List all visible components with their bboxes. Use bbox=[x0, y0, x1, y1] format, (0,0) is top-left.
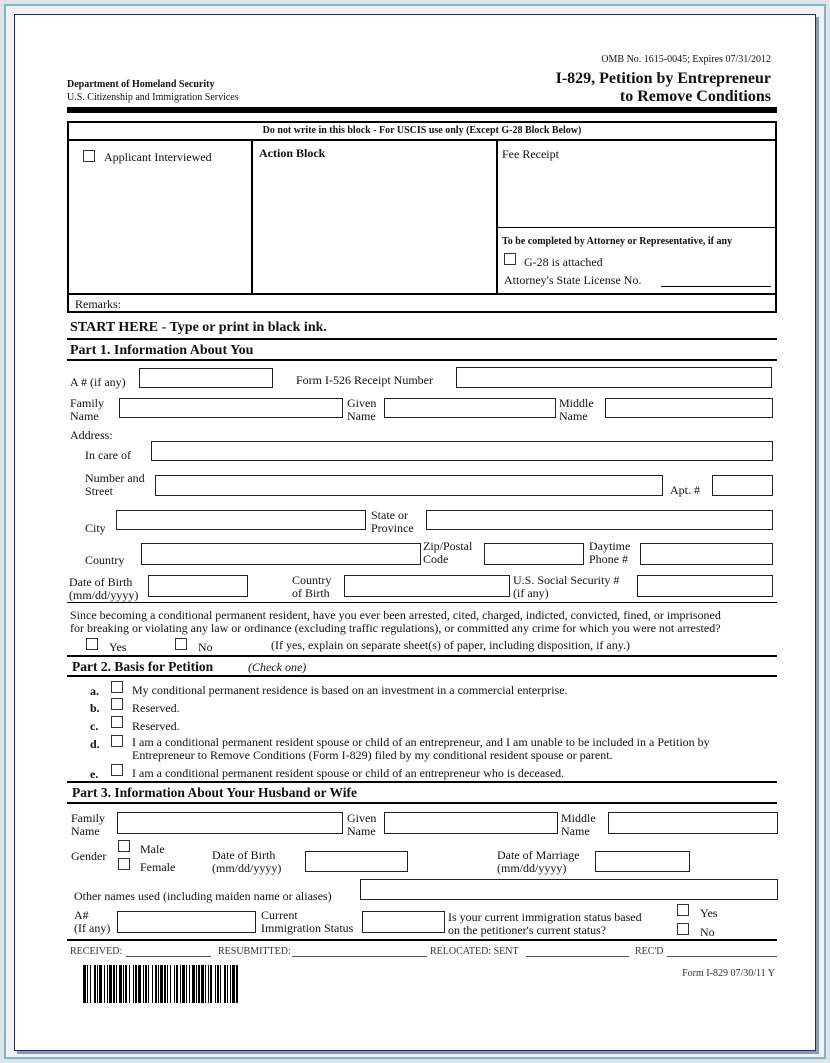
barcode-bar bbox=[143, 965, 144, 1003]
receipt-number-label: Form I-526 Receipt Number bbox=[296, 373, 433, 387]
arrest-no-checkbox[interactable] bbox=[175, 638, 187, 650]
apt-label: Apt. # bbox=[670, 483, 700, 497]
marriage-date-label-2: (mm/dd/yyyy) bbox=[497, 861, 567, 875]
barcode-bar bbox=[113, 965, 115, 1003]
barcode-bar bbox=[164, 965, 166, 1003]
barcode-bar bbox=[224, 965, 226, 1003]
zip-label-2: Code bbox=[423, 552, 449, 566]
attorney-heading: To be completed by Attorney or Representative, if any bbox=[502, 236, 733, 247]
applicant-interviewed-label: Applicant Interviewed bbox=[104, 150, 212, 164]
barcode-bar bbox=[230, 965, 231, 1003]
ssn-input[interactable] bbox=[637, 575, 773, 597]
basis-option-b-checkbox[interactable] bbox=[111, 698, 123, 710]
address-label: Address: bbox=[70, 428, 113, 442]
other-names-input[interactable] bbox=[360, 879, 778, 900]
barcode-bar bbox=[167, 965, 168, 1003]
basis-option-c-text: Reserved. bbox=[132, 719, 180, 733]
barcode-bar bbox=[160, 965, 163, 1003]
street-label-2: Street bbox=[85, 484, 113, 498]
arrest-question-line2: for breaking or violating any law or ordinance (excluding traffic regulations), or committed any crime for which you were not arrested? bbox=[70, 621, 721, 635]
arrest-yes-label: Yes bbox=[109, 640, 127, 654]
barcode-bar bbox=[236, 965, 238, 1003]
barcode-bar bbox=[189, 965, 190, 1003]
uscis-use-block bbox=[67, 121, 777, 313]
spouse-family-name-input[interactable] bbox=[117, 812, 343, 834]
barcode-bar bbox=[201, 965, 204, 1003]
basis-option-a-checkbox[interactable] bbox=[111, 681, 123, 693]
part2-heading: Part 2. Basis for Petition bbox=[72, 659, 214, 674]
in-care-of-label: In care of bbox=[85, 448, 131, 462]
basis-option-d-text: I am a conditional permanent resident spouse or child of an entrepreneur, and I am unable to be included in a Petition by bbox=[132, 735, 710, 749]
spouse-a-number-input[interactable] bbox=[117, 911, 256, 933]
country-of-birth-input[interactable] bbox=[344, 575, 510, 597]
start-here: START HERE - Type or print in black ink. bbox=[70, 320, 327, 335]
barcode-bar bbox=[133, 965, 134, 1003]
country-of-birth-label: Country bbox=[292, 573, 332, 587]
barcode-bar bbox=[135, 965, 137, 1003]
immigration-status-label-2: Immigration Status bbox=[261, 921, 354, 935]
marriage-date-input[interactable] bbox=[595, 851, 690, 872]
barcode-bar bbox=[210, 965, 212, 1003]
spouse-given-label-2: Name bbox=[347, 824, 376, 838]
city-input[interactable] bbox=[116, 510, 366, 530]
barcode bbox=[83, 965, 373, 1003]
barcode-bar bbox=[116, 965, 117, 1003]
part3-heading: Part 3. Information About Your Husband or Wife bbox=[72, 785, 358, 800]
divider bbox=[251, 141, 253, 293]
recd-line bbox=[667, 956, 777, 957]
barcode-bar bbox=[205, 965, 206, 1003]
rule bbox=[67, 939, 777, 941]
marriage-date-label: Date of Marriage bbox=[497, 848, 580, 862]
dob-label: Date of Birth bbox=[69, 575, 133, 589]
country-input[interactable] bbox=[141, 543, 421, 565]
part1-heading: Part 1. Information About You bbox=[70, 343, 254, 358]
barcode-bar bbox=[94, 965, 96, 1003]
check-one-note: (Check one) bbox=[248, 660, 307, 674]
barcode-bar bbox=[232, 965, 235, 1003]
barcode-bar bbox=[109, 965, 112, 1003]
barcode-bar bbox=[97, 965, 98, 1003]
dob-label-2: (mm/dd/yyyy) bbox=[69, 588, 139, 602]
agency-name: U.S. Citizenship and Immigration Services bbox=[67, 92, 239, 103]
middle-name-label: Middle bbox=[559, 396, 594, 410]
barcode-bar bbox=[129, 965, 130, 1003]
barcode-bar bbox=[99, 965, 102, 1003]
spouse-family-label: Family bbox=[71, 811, 106, 825]
barcode-bar bbox=[123, 965, 124, 1003]
phone-input[interactable] bbox=[640, 543, 773, 565]
banner-rule bbox=[69, 139, 775, 141]
rule bbox=[67, 602, 777, 603]
status-no-checkbox[interactable] bbox=[677, 923, 689, 935]
barcode-bar bbox=[220, 965, 221, 1003]
spouse-dob-input[interactable] bbox=[305, 851, 408, 872]
state-label: State or bbox=[371, 508, 408, 522]
family-name-label: Family bbox=[70, 396, 105, 410]
basis-option-d-checkbox[interactable] bbox=[111, 735, 123, 747]
barcode-bar bbox=[182, 965, 185, 1003]
option-letter: c. bbox=[90, 719, 99, 733]
barcode-bar bbox=[198, 965, 200, 1003]
rule bbox=[67, 655, 777, 657]
ssn-label-2: (if any) bbox=[513, 586, 549, 600]
barcode-bar bbox=[148, 965, 149, 1003]
form-edition: Form I-829 07/30/11 Y bbox=[682, 968, 775, 979]
resubmitted-line bbox=[292, 956, 427, 957]
immigration-status-input[interactable] bbox=[362, 911, 445, 933]
barcode-bar bbox=[90, 965, 91, 1003]
uscis-banner: Do not write in this block - For USCIS use only (Except G-28 Block Below) bbox=[262, 125, 582, 136]
action-block-label: Action Block bbox=[259, 146, 326, 160]
gender-label: Gender bbox=[71, 849, 107, 863]
barcode-bar bbox=[217, 965, 219, 1003]
middle-name-input[interactable] bbox=[605, 398, 773, 418]
barcode-bar bbox=[119, 965, 122, 1003]
recd-label: REC'D bbox=[635, 946, 664, 957]
spouse-family-label-2: Name bbox=[71, 824, 100, 838]
spouse-a-number-label-2: (If any) bbox=[74, 921, 111, 935]
header-rule bbox=[67, 107, 777, 113]
barcode-bar bbox=[104, 965, 105, 1003]
option-letter: b. bbox=[90, 701, 100, 715]
basis-option-b-text: Reserved. bbox=[132, 701, 180, 715]
barcode-bar bbox=[107, 965, 108, 1003]
status-yes-label: Yes bbox=[700, 906, 718, 920]
barcode-bar bbox=[83, 965, 86, 1003]
barcode-bar bbox=[180, 965, 181, 1003]
barcode-bar bbox=[155, 965, 157, 1003]
barcode-bar bbox=[186, 965, 187, 1003]
status-question-line2: on the petitioner's current status? bbox=[448, 923, 607, 937]
license-line[interactable] bbox=[661, 286, 771, 287]
basis-option-a-text: My conditional permanent residence is based on an investment in a commercial enterprise. bbox=[132, 683, 568, 697]
rule bbox=[67, 675, 777, 677]
basis-option-e-text: I am a conditional permanent resident spouse or child of an entrepreneur who is deceased. bbox=[132, 766, 565, 780]
rule bbox=[67, 338, 777, 340]
spouse-middle-label-2: Name bbox=[561, 824, 590, 838]
barcode-bar bbox=[145, 965, 147, 1003]
other-names-label: Other names used (including maiden name or aliases) bbox=[74, 889, 332, 903]
male-checkbox[interactable] bbox=[118, 840, 130, 852]
applicant-interviewed-checkbox[interactable] bbox=[83, 150, 95, 162]
barcode-bar bbox=[170, 965, 171, 1003]
remarks-label: Remarks: bbox=[75, 297, 121, 311]
receipt-number-input[interactable] bbox=[456, 367, 772, 388]
female-checkbox[interactable] bbox=[118, 858, 130, 870]
state-label-2: Province bbox=[371, 521, 414, 535]
barcode-bar bbox=[196, 965, 197, 1003]
divider bbox=[69, 293, 775, 295]
country-of-birth-label-2: of Birth bbox=[292, 586, 330, 600]
fee-receipt-label: Fee Receipt bbox=[502, 147, 559, 161]
phone-label: Daytime bbox=[589, 539, 631, 553]
received-label: RECEIVED: bbox=[70, 946, 123, 957]
country-label: Country bbox=[85, 553, 125, 567]
barcode-bar bbox=[125, 965, 127, 1003]
dob-input[interactable] bbox=[148, 575, 248, 597]
arrest-question-line1: Since becoming a conditional permanent resident, have you ever been arrested, cited, charged, indicted, convicted, fined, or imprisoned bbox=[70, 608, 721, 622]
street-input[interactable] bbox=[155, 475, 663, 496]
spouse-given-name-input[interactable] bbox=[384, 812, 558, 834]
spouse-dob-label: Date of Birth bbox=[212, 848, 276, 862]
barcode-bar bbox=[152, 965, 153, 1003]
g28-label: G-28 is attached bbox=[524, 255, 603, 269]
rule bbox=[67, 781, 777, 783]
a-number-input[interactable] bbox=[139, 368, 273, 388]
status-question-line1: Is your current immigration status based bbox=[448, 910, 642, 924]
option-letter: a. bbox=[90, 684, 99, 698]
received-line bbox=[126, 956, 211, 957]
city-label: City bbox=[85, 521, 106, 535]
status-yes-checkbox[interactable] bbox=[677, 904, 689, 916]
barcode-bar bbox=[227, 965, 228, 1003]
omb-number: OMB No. 1615-0045; Expires 07/31/2012 bbox=[601, 54, 771, 65]
sent-line bbox=[526, 956, 629, 957]
phone-label-2: Phone # bbox=[589, 552, 628, 566]
female-label: Female bbox=[140, 860, 176, 874]
family-name-input[interactable] bbox=[119, 398, 343, 418]
option-letter: e. bbox=[90, 767, 99, 781]
male-label: Male bbox=[140, 842, 165, 856]
family-name-label-2: Name bbox=[70, 409, 99, 423]
arrest-explain-note: (If yes, explain on separate sheet(s) of paper, including disposition, if any.) bbox=[271, 638, 630, 652]
form-title-line2: to Remove Conditions bbox=[619, 88, 771, 105]
a-number-label: A # (if any) bbox=[70, 375, 126, 389]
barcode-bar bbox=[87, 965, 88, 1003]
arrest-yes-checkbox[interactable] bbox=[86, 638, 98, 650]
relocated-label: RELOCATED: SENT bbox=[430, 946, 519, 957]
barcode-bar bbox=[215, 965, 216, 1003]
apt-input[interactable] bbox=[712, 475, 773, 496]
form-title-line1: I-829, Petition by Entrepreneur bbox=[555, 70, 771, 87]
given-name-label-2: Name bbox=[347, 409, 376, 423]
street-label: Number and bbox=[85, 471, 145, 485]
in-care-of-input[interactable] bbox=[151, 441, 773, 461]
rule bbox=[67, 802, 777, 804]
resubmitted-label: RESUBMITTED: bbox=[218, 946, 291, 957]
zip-label: Zip/Postal bbox=[423, 539, 473, 553]
basis-option-d-text-2: Entrepreneur to Remove Conditions (Form I-829) filed by my conditional resident spouse or parent. bbox=[132, 748, 613, 762]
ssn-label: U.S. Social Security # bbox=[513, 573, 620, 587]
option-letter: d. bbox=[90, 737, 100, 751]
basis-option-c-checkbox[interactable] bbox=[111, 716, 123, 728]
rule bbox=[67, 359, 777, 361]
barcode-bar bbox=[158, 965, 159, 1003]
barcode-bar bbox=[138, 965, 141, 1003]
immigration-status-label: Current bbox=[261, 908, 298, 922]
divider bbox=[498, 227, 775, 228]
given-name-input[interactable] bbox=[384, 398, 556, 418]
barcode-bar bbox=[208, 965, 209, 1003]
given-name-label: Given bbox=[347, 396, 377, 410]
status-no-label: No bbox=[700, 925, 715, 939]
department-name: Department of Homeland Security bbox=[67, 79, 215, 90]
spouse-given-label: Given bbox=[347, 811, 377, 825]
middle-name-label-2: Name bbox=[559, 409, 588, 423]
g28-checkbox[interactable] bbox=[504, 253, 516, 265]
barcode-bar bbox=[174, 965, 175, 1003]
form-page bbox=[14, 14, 816, 1051]
divider bbox=[496, 141, 498, 293]
license-label: Attorney's State License No. bbox=[504, 273, 642, 287]
arrest-no-label: No bbox=[198, 640, 213, 654]
barcode-bar bbox=[176, 965, 178, 1003]
spouse-dob-label-2: (mm/dd/yyyy) bbox=[212, 861, 282, 875]
spouse-middle-label: Middle bbox=[561, 811, 596, 825]
state-input[interactable] bbox=[426, 510, 773, 530]
spouse-a-number-label: A# bbox=[74, 908, 89, 922]
basis-option-e-checkbox[interactable] bbox=[111, 764, 123, 776]
spouse-middle-name-input[interactable] bbox=[608, 812, 778, 834]
zip-input[interactable] bbox=[484, 543, 584, 565]
barcode-bar bbox=[192, 965, 195, 1003]
